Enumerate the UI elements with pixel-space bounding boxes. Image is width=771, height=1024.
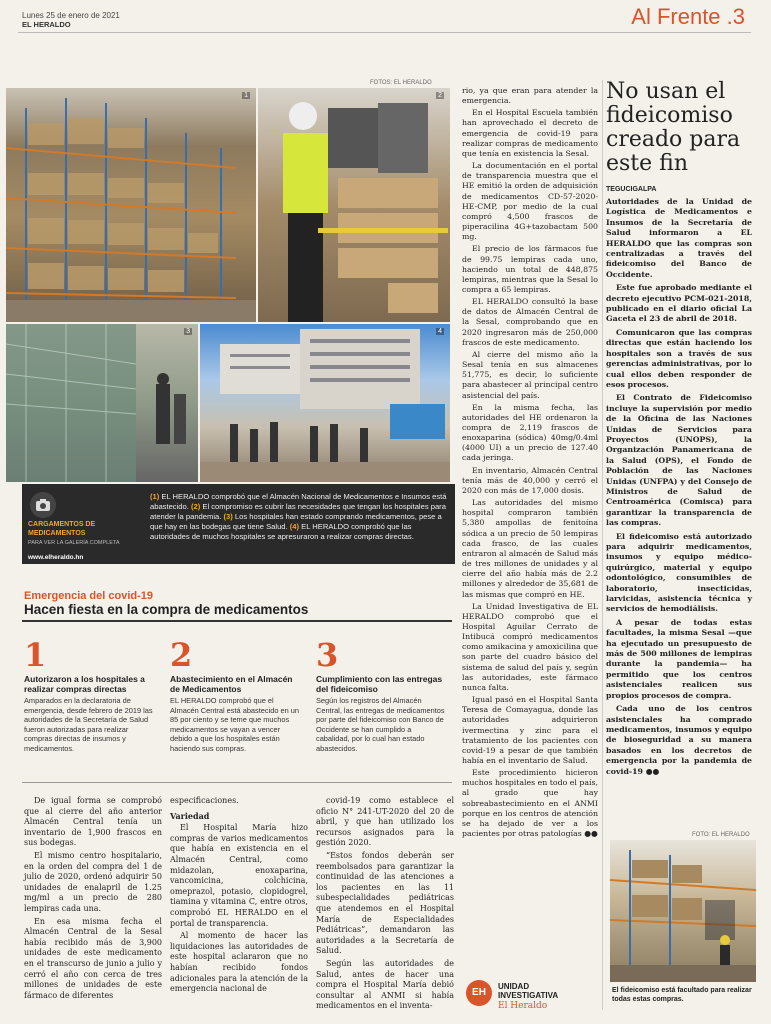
eh-logo-icon: EH bbox=[466, 980, 492, 1006]
column-divider bbox=[602, 80, 603, 1010]
photo-credit: FOTOS: EL HERALDO bbox=[370, 80, 432, 86]
paragraph: Al momento de hacer las liquidaciones las autoridades de este hospital aclararon que no habían recibido fondos adicionales para la atención de la emergencia nacional de bbox=[170, 931, 308, 994]
paragraph: Al cierre del mismo año la Sesal tenía en sus almacenes 51,775, es decir, lo suficiente para abastecer al principal centro asistencial del país. bbox=[462, 349, 598, 400]
photo-number: 4 bbox=[438, 328, 442, 335]
paragraph: El Hospital María hizo compras de varios medicamentos que había en existencia en el Almacén Central, como midazolan, enoxaparina, vancomicina, colchicina, omeprazol, potasio, clopidogrel, tiamina y vitamina C, entre otros, comprobó EL HERALDO en el portal de transparencia. bbox=[170, 823, 308, 928]
caption-text: El compromiso es cubrir las necesidades que tengan los hospitales para atender la pandemia. bbox=[150, 502, 446, 521]
investigative-unit-badge bbox=[466, 976, 596, 1012]
paragraph: La documentación en el portal de transparencia muestra que el HE emitió la orden de adquisición de medicamentos CD-57-2020-HE-CMP, por medio de la cual compró 4,500 frascos de piperacilina 4G+tazobactam 500 mg. bbox=[462, 161, 598, 242]
paragraph: La Unidad Investigativa de EL HERALDO comprobó que el Hospital Aguilar Cerrato de Intibucá compró medicamentos como amikacina y amoxicilina que son parte del cuadro básico del sistema de salud del país y, según las autoridades, este fármaco nunca falta. bbox=[462, 601, 598, 692]
article-column-3 bbox=[316, 796, 454, 1014]
paragraph: En esa misma fecha el Almacén Central de la Sesal había recibido más de 3,900 unidades de este medicamento en el transcurso de junio a julio y cerró el año con cerca de tres millones de unidades de este fármaco de diferentes bbox=[24, 916, 162, 1000]
subheading: Variedad bbox=[170, 810, 210, 821]
point-title: Autorizaron a los hospitales a realizar compras directas bbox=[24, 674, 145, 694]
paragraph: Este fue aprobado mediante el decreto ejecutivo PCM-021-2018, publicado en el diario oficial La Gaceta el 23 de abril de 2018. bbox=[606, 283, 752, 324]
point-number: 3 bbox=[316, 636, 339, 674]
badge-line-2: INVESTIGATIVA bbox=[498, 991, 559, 1000]
key-point-1 bbox=[24, 636, 154, 754]
story-kicker: Emergencia del covid-19 bbox=[24, 590, 153, 602]
photo-number: 1 bbox=[244, 92, 248, 99]
paragraph: rio, ya que eran para atender la emergencia. bbox=[462, 86, 598, 106]
warehouse-shelves-illustration bbox=[6, 88, 256, 322]
badge-line-1: UNIDAD bbox=[498, 982, 530, 991]
key-point-3 bbox=[316, 636, 446, 754]
point-text: EL HERALDO comprobó que el Almacén Central está abastecido en un 85 por ciento y se teme que muchos medicamentos se vayan a vencer debido a que los hospitales están haciendo sus compras. bbox=[170, 696, 300, 753]
story-headline: Hacen fiesta en la compra de medicamentos bbox=[24, 602, 309, 617]
paragraph: Cada uno de los centros asistenciales ha comprado medicamentos, insumos y equipo de bioseguridad a su manera basados en los decretos de emergencia por la pandemia de covid-19 ●● bbox=[606, 704, 752, 776]
photo-caption-box bbox=[22, 484, 455, 564]
point-number: 2 bbox=[170, 636, 193, 674]
paragraph: Comunicaron que las compras directas que están haciendo los hospitales son a través de sus gerencias administrativas, por lo cual ellos deben responder de esos procesos. bbox=[606, 327, 752, 389]
paragraph: Las autoridades del mismo hospital compraron también 5,380 ampollas de fenitoína sódica a un precio de 50 lempiras cada frasco, de las cuales entraron al almacén de Salud más de tres millones de unidades y al cierre del año había más de 2.2 millones y alrededor de 35,681 de las mismas que compró en HE. bbox=[462, 498, 598, 599]
caption-number: (1) bbox=[150, 492, 160, 501]
points-rule bbox=[22, 782, 452, 783]
paragraph: Autoridades de la Unidad de Logística de Medicamentos e Insumos de la Secretaría de Salud informaron a EL HERALDO que las compras son centralizadas a través del fideicomiso del Banco de Occidente. bbox=[606, 197, 752, 279]
point-title: Cumplimiento con las entregas del fideicomiso bbox=[316, 674, 443, 694]
headline-rule bbox=[22, 620, 452, 622]
paragraph: En el Hospital Escuela también han aprovechado el decreto de emergencia de covid-19 para realizar compras de medicamento que tenía en existencia la Sesal. bbox=[462, 108, 598, 158]
article-column-2 bbox=[170, 796, 308, 997]
point-title: Abastecimiento en el Almacén de Medicamentos bbox=[170, 674, 293, 694]
hospital-corridor-photo-3 bbox=[6, 324, 198, 482]
paragraph: El Contrato de Fideicomiso incluye la supervisión por medio de la Oficina de las Naciones Unidas de Servicios para Proyectos (UNOPS), la Organización Panamericana de la Salud (OPS), el Fondo de Población de las Naciones Unidas (UNFPA) y del Consejo de Ministros de Salud de Centroamérica (Comisca) para garantizar la transparencia de las compras. bbox=[606, 393, 752, 528]
gallery-subtitle: PARA VER LA GALERÍA COMPLETA bbox=[28, 540, 120, 546]
section-title: Al Frente .3 bbox=[631, 4, 745, 29]
paragraph: EL HERALDO consultó la base de datos de Almacén Central de la Sesal, comprobando que en 2020 ingresaron más de 250,000 frascos de este medicamento. bbox=[462, 297, 598, 347]
warehouse-photo-1 bbox=[6, 88, 256, 322]
badge-brand: El Heraldo bbox=[498, 1001, 548, 1011]
paragraph: “Estos fondos deberán ser reembolsados para garantizar la continuidad de las atenciones a los pacientes en las 11 subespecialidades pediátricas que atendemos en el Hospital María de Especialidades Pediátricas”, demandaron las autoridades a la Secretaría de Salud. bbox=[316, 850, 454, 956]
caption-number: (2) bbox=[190, 502, 201, 511]
paragraph: Según las autoridades de Salud, antes de hacer una compra el Hospital María debió consultar al ANMI si había medicamentos en el inventa- bbox=[316, 958, 454, 1011]
paragraph: A pesar de todas estas facultades, la misma Sesal —que ha ejecutado un presupuesto de más de 500 millones de lempiras durante la pandemia— ha permitido que los centros asistenciales realicen sus propios procesos de compra. bbox=[606, 617, 752, 700]
gallery-title: CARGAMENTOS DE MEDICAMENTOS bbox=[28, 521, 96, 537]
paragraph: El mismo centro hospitalario, en la orden del compra del 1 de julio de 2020, ordenó adquirir 50 unidades de enalapril de 1.25 mg/ml a un precio de 280 lempiras cada una. bbox=[24, 850, 162, 913]
issue-date: Lunes 25 de enero de 2021 bbox=[22, 11, 120, 20]
paragraph: Este procedimiento hicieron muchos hospitales en todo el país, al grado que hay sobreabastecimiento en el ANMI porque en los centros de atención se ha dejado de ver a los pacientes por otras patologías ●● bbox=[462, 768, 598, 839]
hospital-exterior-photo-4 bbox=[200, 324, 450, 482]
header-rule bbox=[18, 32, 751, 33]
article-column-4 bbox=[462, 86, 598, 841]
paragraph: En la misma fecha, las autoridades del HE ordenaron la compra de 2,119 frascos de enoxaparina (sódica) 40mg/0.4ml (4000 UI) a un precio de 127.40 cada jeringa. bbox=[462, 402, 598, 463]
paragraph: De igual forma se comprobó que al cierre del año anterior Almacén Central tenía un inventario de 1,900 frascos en sus bodegas. bbox=[24, 796, 162, 848]
dateline: TEGUCIGALPA bbox=[606, 186, 657, 193]
caption-number: (4) bbox=[289, 522, 300, 531]
sidebar-photo-credit: FOTO: EL HERALDO bbox=[692, 832, 750, 838]
photo-number: 3 bbox=[186, 328, 190, 335]
hospital-building-illustration bbox=[200, 324, 450, 482]
sidebar-body bbox=[606, 197, 752, 780]
paragraph: especificaciones. bbox=[170, 796, 239, 805]
caption-text: Los hospitales han estado comprando medicamentos, pese a que hay en las bodegas que tiene Salud. bbox=[150, 512, 442, 531]
caption-text: EL HERALDO comprobó que las autoridades de muchos hospitales se apresuraron a realizar compras directas. bbox=[150, 522, 414, 541]
worker-illustration bbox=[258, 88, 450, 322]
paragraph: El precio de los fármacos fue de 99.75 lempiras cada uno, haciendo un total de 448,875 lempiras, mientras que la Sesal lo compra a 65 lempiras. bbox=[462, 244, 598, 294]
key-point-2 bbox=[170, 636, 300, 754]
paragraph: El fideicomiso está autorizado para adquirir medicamentos, insumos y equipo médico-quirúrgico, material y equipo odontológico, consumibles de laboratorio, insecticidas, larvicidas, asistencia técnica y servicios de hemodiálisis. bbox=[606, 531, 752, 614]
warehouse-photo-sidebar bbox=[610, 840, 756, 982]
point-number: 1 bbox=[24, 636, 47, 674]
newspaper-name: EL HERALDO bbox=[22, 20, 71, 29]
sidebar-photo-caption: El fideicomiso está facultado para realizar todas estas compras. bbox=[612, 987, 752, 1003]
caption-text: EL HERALDO comprobó que el Almacén Nacional de Medicamentos e Insumos está abastecido. bbox=[150, 492, 447, 511]
sidebar-headline: No usan el fideicomiso creado para este fin bbox=[606, 79, 741, 176]
point-text: Según los registros del Almacén Central, las entregas de medicamentos por parte del fideicomiso con Banco de Occidente se han cumplido a cabalidad, por lo cual han estado abastecidos. bbox=[316, 696, 445, 753]
photo-captions bbox=[150, 492, 450, 542]
gallery-link[interactable]: www.elheraldo.hn bbox=[28, 554, 84, 561]
paragraph: Igual pasó en el Hospital Santa Teresa de Comayagua, donde las autoridades adquirieron ivermectina y zinc para el tratamiento de los pacientes con covid-19 a pesar de que también había en el inventario de Salud. bbox=[462, 695, 598, 765]
warehouse-illustration bbox=[610, 840, 756, 982]
caption-number: (3) bbox=[223, 512, 233, 521]
worker-photo-2 bbox=[258, 88, 450, 322]
point-text: Amparados en la declaratoria de emergencia, desde febrero de 2019 las autoridades de la Secretaría de Salud fueron autorizadas para realizar compras directas de insumos y medicamentos. bbox=[24, 696, 153, 753]
photo-number: 2 bbox=[438, 92, 442, 99]
camera-icon bbox=[30, 492, 56, 518]
article-column-1 bbox=[24, 796, 162, 1003]
paragraph: En inventario, Almacén Central tenía más de 40,000 y cerró el 2020 con más de 17,000 dosis. bbox=[462, 465, 598, 495]
paragraph: covid-19 como establece el oficio N° 241-UT-2020 del 20 de abril, y que han utilizado los recursos asignados para la gestión 2020. bbox=[316, 796, 454, 848]
corridor-illustration bbox=[6, 324, 198, 482]
